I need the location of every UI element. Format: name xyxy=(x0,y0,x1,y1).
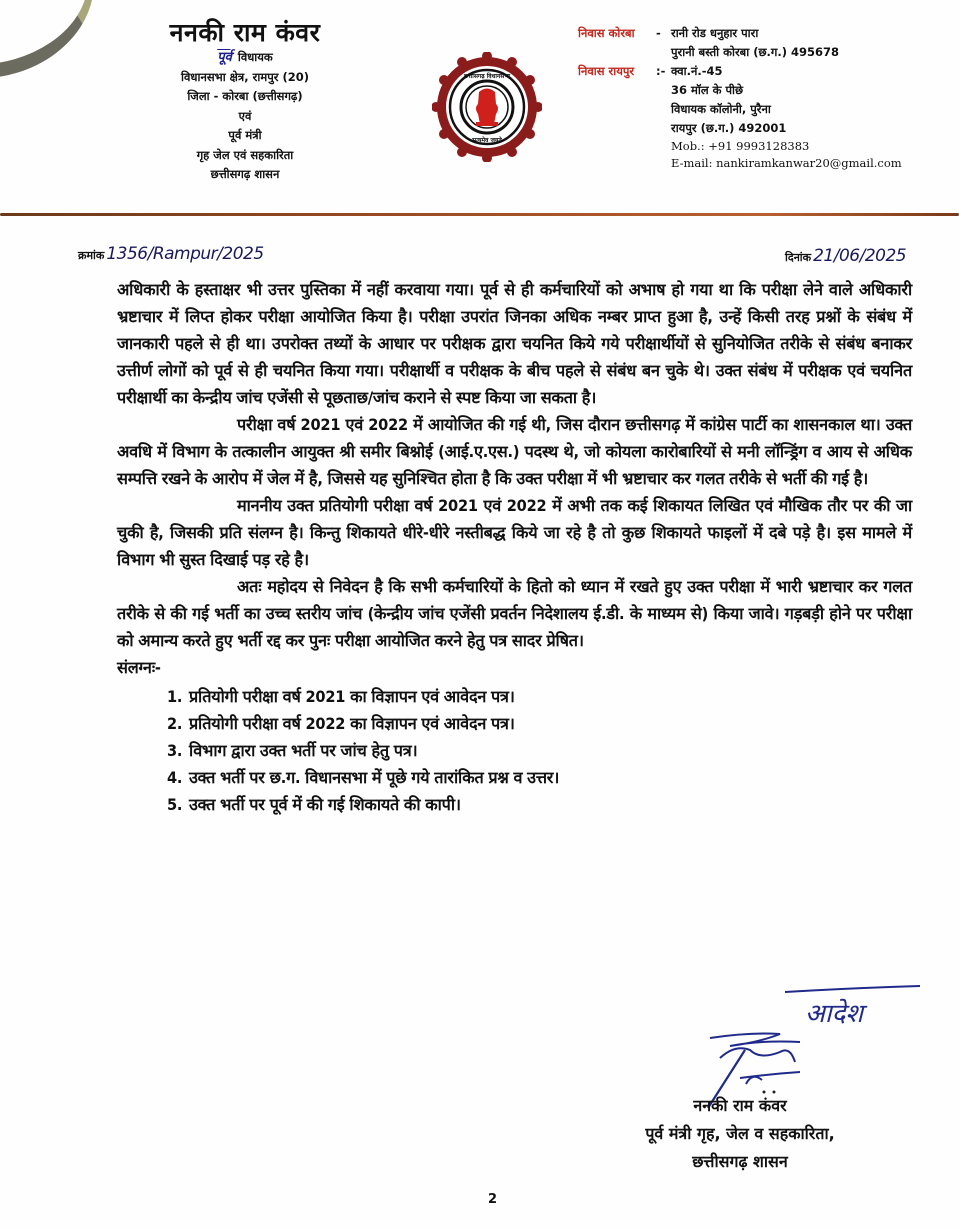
handwritten-note: आदेश xyxy=(805,999,864,1029)
body-paragraph-2: परीक्षा वर्ष 2021 एवं 2022 में आयोजित की गई थी, जिस दौरान छत्तीसगढ़ में कांग्रेस पार्टी का शासनकाल था। उक्त अवधि में विभाग के तत्कालीन आयुक्त श्री समीर बिश्नोई (आई.ए.एस.) पदस्थ थे, जो कोयला कारोबारियों से मनी लॉन्ड्रिंग व आय से अधिक सम्पत्ति रखने के आरोप में जेल में है, जिससे यह सुनिश्चित होता है कि उक्त परीक्षा में भी भ्रष्टाचार कर गलत तरीके से भर्ती की गई है। xyxy=(117,415,912,488)
sender-departments: गृह जेल एवं सहकारिता xyxy=(196,147,294,162)
raipur-residence-label: निवास रायपुर xyxy=(578,64,635,78)
signatory-name: ननकी राम कंवर xyxy=(693,1096,787,1115)
raipur-address-line-3: विधायक कॉलोनी, पुरैना xyxy=(671,102,771,116)
former-prefix: पूर्व xyxy=(217,50,232,65)
signatory-government: छत्तीसगढ़ शासन xyxy=(692,1152,788,1171)
attachment-item: 4. उक्त भर्ती पर छ.ग. विधानसभा में पूछे गये तारांकित प्रश्न व उत्तर। xyxy=(167,768,560,787)
raipur-address-line-2: 36 मॉल के पीछे xyxy=(671,83,744,97)
page-number: 2 xyxy=(488,1192,498,1207)
attachment-item: 2. प्रतियोगी परीक्षा वर्ष 2022 का विज्ञापन एवं आवेदन पत्र। xyxy=(167,714,515,733)
page-curl-artifact xyxy=(0,0,106,77)
letterhead-divider xyxy=(0,213,959,216)
raipur-address-row: निवास रायपुर :- क्वा.नं.-45 xyxy=(578,62,958,81)
reference-value: 1356/Rampur/2025 xyxy=(106,244,264,264)
government-seal-icon xyxy=(432,52,542,162)
signatory-block xyxy=(580,1092,900,1176)
letterhead-right xyxy=(578,24,958,172)
mobile-number: Mob.: +91 9993128383 xyxy=(671,139,810,153)
attachment-item: 5. उक्त भर्ती पर पूर्व में की गई शिकायते की कापी। xyxy=(167,795,461,814)
signatory-title: पूर्व मंत्री गृह, जेल व सहकारिता, xyxy=(645,1124,835,1143)
date-label: दिनांक xyxy=(785,251,812,264)
letterhead-left xyxy=(130,18,360,185)
raipur-address-line-1: क्वा.नं.-45 xyxy=(671,64,723,78)
korba-address-line-2: पुरानी बस्ती कोरबा (छ.ग.) 495678 xyxy=(671,45,840,59)
sender-government: छत्तीसगढ़ शासन xyxy=(210,167,280,181)
raipur-address-line-4: रायपुर (छ.ग.) 492001 xyxy=(671,121,787,135)
sender-district: जिला - कोरबा (छत्तीसगढ़) xyxy=(187,89,303,103)
reference-label: क्रमांक xyxy=(78,249,105,262)
body-paragraph-1: अधिकारी के हस्ताक्षर भी उत्तर पुस्तिका में नहीं करवाया गया। पूर्व से ही कर्मचारियों को अभाष हो गया था कि परीक्षा लेने वाले अधिकारी भ्रष्टाचार में लिप्त होकर परीक्षा आयोजित किया है। परीक्षा उपरांत जिनका अधिक नम्बर प्राप्त हुआ है, उन्हें किसी तरह प्रश्नों के संबंध में जानकारी पहले से ही था। उपरोक्त तथ्यों के आधार पर परीक्षक द्वारा चयनित किये गये परीक्षार्थीयों से सुनियोजित तरीके से संबंध बनाकर उत्तीर्ण लोगों को पूर्व से ही चयनित किया गया। परीक्षार्थी व परीक्षक के बीच पहले से संबंध बन चुके थे। उक्त संबंध में परीक्षक एवं चयनित परीक्षार्थी का केन्द्रीय जांच एजेंसी से पूछताछ/जांच कराने से स्पष्ट किया जा सकता है। xyxy=(117,280,912,407)
attachments-label: संलग्नः- xyxy=(117,658,161,677)
letter-date xyxy=(785,246,906,266)
svg-text:छत्तीसगढ़ विधानसभा: छत्तीसगढ़ विधानसभा xyxy=(463,73,511,80)
letter-body xyxy=(117,276,912,818)
attachment-item: 1. प्रतियोगी परीक्षा वर्ष 2021 का विज्ञापन एवं आवेदन पत्र। xyxy=(167,687,515,706)
body-paragraph-3: माननीय उक्त प्रतियोगी परीक्षा वर्ष 2021 एवं 2022 में अभी तक कई शिकायत लिखित एवं मौखिक तौर पर की जा चुकी है, जिसकी प्रति संलग्न है। किन्तु शिकायते धीरे-धीरे नस्तीबद्ध किये जा रहे है तो कुछ शिकायते फाइलों में दबे पड़े है। इस मामले में विभाग भी सुस्त दिखाई पड़ रहे है। xyxy=(117,496,912,569)
attachments-list xyxy=(117,683,912,818)
sender-name: ननकी राम कंवर xyxy=(169,18,321,47)
sender-conjunction: एवं xyxy=(238,108,252,123)
reference-number xyxy=(78,244,264,264)
korba-residence-label: निवास कोरबा xyxy=(578,26,635,40)
sender-constituency: विधानसभा क्षेत्र, रामपुर (20) xyxy=(181,69,309,84)
korba-address-row: निवास कोरबा - रानी रोड धनुहार पारा xyxy=(578,24,958,43)
handwritten-signature xyxy=(690,980,940,1110)
korba-address-line-1: रानी रोड धनुहार पारा xyxy=(671,26,759,40)
body-paragraph-4: अतः महोदय से निवेदन है कि सभी कर्मचारियों के हितो को ध्यान में रखते हुए उक्त परीक्षा में भारी भ्रष्टाचार कर गलत तरीके से की गई भर्ती का उच्च स्तरीय जांच (केन्द्रीय जांच एजेंसी प्रवर्तन निदेशालय ई.डी. के माध्यम से) किया जावे। गड़बड़ी होने पर परीक्षा को अमान्य करते हुए भर्ती रद्द कर पुनः परीक्षा आयोजित करने हेतु पत्र सादर प्रेषित। xyxy=(117,577,912,650)
svg-text:सत्यमेव जयते: सत्यमेव जयते xyxy=(472,137,502,144)
email-address: E-mail: nankiramkanwar20@gmail.com xyxy=(671,156,902,170)
date-value: 21/06/2025 xyxy=(813,246,907,266)
sender-designation: पूर्व विधायक xyxy=(217,50,273,65)
sender-former-minister: पूर्व मंत्री xyxy=(228,128,262,142)
attachment-item: 3. विभाग द्वारा उक्त भर्ती पर जांच हेतु पत्र। xyxy=(167,741,418,760)
